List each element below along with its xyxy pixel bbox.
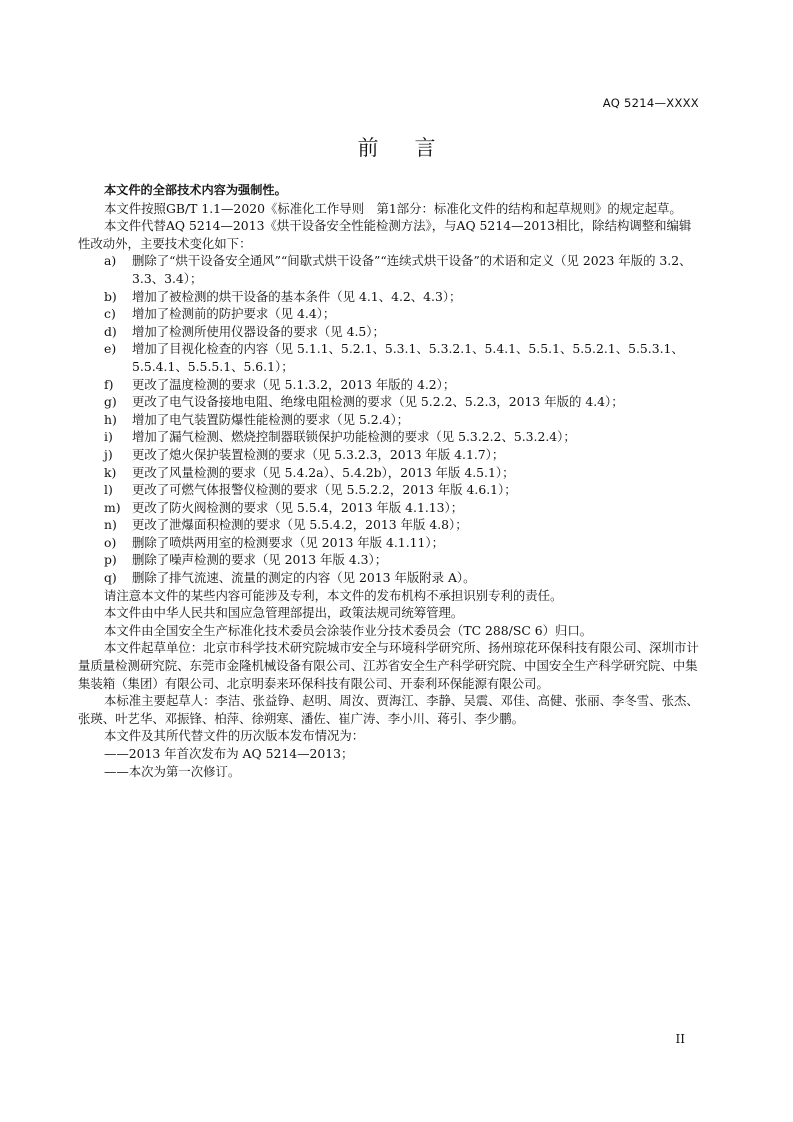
paragraph-administration: 本文件由全国安全生产标准化技术委员会涂装作业分技术委员会（TC 288/SC 6）归口。 <box>104 622 593 638</box>
list-item <box>78 340 700 375</box>
list-item <box>78 428 700 446</box>
list-item <box>78 516 700 534</box>
list-marker: o) <box>104 534 117 550</box>
mandatory-statement: 本文件的全部技术内容为强制性。 <box>104 183 287 197</box>
list-item <box>78 569 700 587</box>
list-text: 更改了风量检测的要求（见 5.4.2a）、5.4.2b），2013 年版 4.5.1）； <box>132 464 515 480</box>
list-text: 更改了电气设备接地电阻、绝缘电阻检测的要求（见 5.2.2、5.2.3，2013 年版的 4.4）； <box>132 394 624 410</box>
list-marker: i) <box>104 429 113 445</box>
list-marker: b) <box>104 288 117 304</box>
list-marker: p) <box>104 552 117 568</box>
list-text: 删除了“烘干设备安全通风”“间歇式烘干设备”“连续式烘干设备”的术语和定义（见 2023 年版的 3.2、3.3、3.4）； <box>132 253 692 286</box>
paragraph-replacement: 本文件代替AQ 5214—2013《烘干设备安全性能检测方法》，与AQ 5214—2013相比，除结构调整和编辑性改动外，主要技术变化如下： <box>78 218 692 251</box>
list-item <box>78 551 700 569</box>
list-item <box>78 376 700 394</box>
history-item: ——本次为第一次修订。 <box>104 763 241 779</box>
list-text: 更改了泄爆面积检测的要求（见 5.5.4.2，2013 年版 4.8）； <box>132 517 468 533</box>
paragraph-drafters: 本标准主要起草人：李洁、张益铮、赵明、周汝、贾海江、李静、吴震、邓佳、高健、张丽、李冬雪、张杰、张瑛、叶艺华、邓振锋、柏萍、徐朔寒、潘佐、崔广涛、李小川、蒋引、李少鹏。 <box>78 693 699 726</box>
list-text: 删除了喷烘两用室的检测要求（见 2013 年版 4.1.11）； <box>132 534 444 550</box>
list-text: 删除了噪声检测的要求（见 2013 年版 4.3）； <box>132 552 388 568</box>
list-marker: a) <box>104 253 117 269</box>
list-marker: c) <box>104 306 116 322</box>
list-item <box>78 481 700 499</box>
list-item <box>78 305 700 323</box>
list-text: 增加了被检测的烘干设备的基本条件（见 4.1、4.2、4.3）； <box>132 288 462 304</box>
list-text: 更改了熄火保护装置检测的要求（见 5.3.2.3，2013 年版 4.1.7）； <box>132 446 505 462</box>
list-marker: g) <box>104 394 117 410</box>
list-marker: k) <box>104 464 117 480</box>
list-text: 增加了检测所使用仪器设备的要求（见 4.5）； <box>132 323 385 339</box>
page-number: II <box>675 1032 685 1046</box>
list-item <box>78 252 700 287</box>
list-text: 增加了漏气检测、燃烧控制器联锁保护功能检测的要求（见 5.3.2.2、5.3.2.4）； <box>132 429 576 445</box>
changes-list <box>78 252 700 586</box>
list-marker: f) <box>104 376 114 392</box>
document-code: AQ 5214—XXXX <box>602 96 699 110</box>
paragraph-drafting-units: 本文件起草单位：北京市科学技术研究院城市安全与环境科学研究所、扬州琼花环保科技有限公司、深圳市计量质量检测研究院、东莞市金隆机械设备有限公司、江苏省安全生产科学研究院、中国安全生产科学研究院、中集集装箱（集团）有限公司、北京明泰来环保科技有限公司、开泰利环保能源有限公司。 <box>78 640 699 691</box>
list-marker: j) <box>104 446 113 462</box>
list-item <box>78 411 700 429</box>
list-item <box>78 534 700 552</box>
paragraph-drafting-rules: 本文件按照GB/T 1.1—2020《标准化工作导则 第1部分：标准化文件的结构和起草规则》的规定起草。 <box>104 200 682 216</box>
list-text: 更改了可燃气体报警仪检测的要求（见 5.5.2.2，2013 年版 4.6.1）； <box>132 482 517 498</box>
list-item <box>78 446 700 464</box>
paragraph-proposer: 本文件由中华人民共和国应急管理部提出，政策法规司统筹管理。 <box>104 605 464 621</box>
list-item <box>78 393 700 411</box>
list-marker: e) <box>104 341 117 357</box>
section-title: 前言 <box>357 136 472 160</box>
list-text: 增加了目视化检查的内容（见 5.1.1、5.2.1、5.3.1、5.3.2.1、5.4.1、5.5.1、5.5.2.1、5.5.3.1、5.5.4.1、5.5.5.1、5.6.1）； <box>132 341 684 374</box>
list-item <box>78 499 700 517</box>
list-text: 增加了电气装置防爆性能检测的要求（见 5.2.4）； <box>132 411 410 427</box>
history-item: ——2013 年首次发布为 AQ 5214—2013； <box>104 746 354 761</box>
list-marker: l) <box>104 482 113 498</box>
list-text: 增加了检测前的防护要求（见 4.4）； <box>132 306 336 322</box>
list-marker: n) <box>104 517 117 533</box>
list-text: 更改了温度检测的要求（见 5.1.3.2，2013 年版的 4.2）； <box>132 376 456 392</box>
list-marker: h) <box>104 411 117 427</box>
list-text: 删除了排气流速、流量的测定的内容（见 2013 年版附录 A）。 <box>132 570 476 586</box>
list-text: 更改了防火阀检测的要求（见 5.5.4，2013 年版 4.1.13）； <box>132 499 464 515</box>
foreword-body <box>78 182 700 780</box>
list-item <box>78 464 700 482</box>
list-marker: m) <box>104 499 121 515</box>
list-marker: d) <box>104 323 117 339</box>
list-item <box>78 288 700 306</box>
paragraph-patent-notice: 请注意本文件的某些内容可能涉及专利，本文件的发布机构不承担识别专利的责任。 <box>104 587 563 603</box>
list-item <box>78 323 700 341</box>
paragraph-history-intro: 本文件及其所代替文件的历次版本发布情况为： <box>104 728 365 744</box>
list-marker: q) <box>104 570 117 586</box>
